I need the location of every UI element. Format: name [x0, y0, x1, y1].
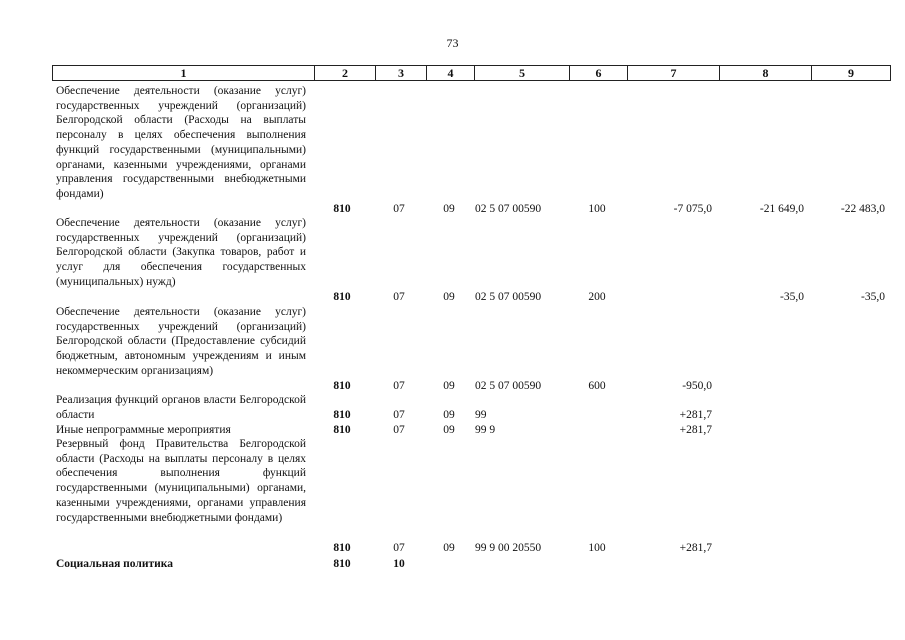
cell-col-7: +281,7 — [679, 424, 712, 436]
cell-col-3: 07 — [393, 424, 405, 436]
cell-col-5: 99 — [475, 409, 487, 421]
cell-col-7: -7 075,0 — [673, 203, 712, 215]
row-description: Социальная политика — [56, 558, 173, 570]
cell-col-4: 09 — [443, 542, 455, 554]
cell-col-5: 02 5 07 00590 — [475, 380, 542, 392]
cell-col-4: 09 — [443, 424, 455, 436]
cell-col-2: 810 — [333, 291, 351, 303]
header-col-4: 4 — [426, 66, 474, 80]
row-description: Обеспечение деятельности (оказание услуг) государственных учреждений (организаций) Белгородской области (Расходы на выплаты персоналу в целях обеспечения выполнения функций государственными (муниципальными) органами, казенными учреждениями, органами управления государственными внебюджетными фондами) — [56, 85, 306, 200]
cell-col-9: -22 483,0 — [840, 203, 885, 215]
header-col-8: 8 — [719, 66, 811, 80]
header-col-2: 2 — [314, 66, 375, 80]
cell-col-6: 100 — [588, 542, 606, 554]
cell-col-3: 07 — [393, 291, 405, 303]
cell-col-8: -35,0 — [780, 291, 804, 303]
header-col-5: 5 — [474, 66, 569, 80]
header-col-3: 3 — [375, 66, 426, 80]
cell-col-7: -950,0 — [682, 380, 712, 392]
table-header — [52, 65, 891, 81]
page-number: 73 — [446, 36, 459, 50]
cell-col-5: 99 9 00 20550 — [475, 542, 542, 554]
cell-col-5: 99 9 — [475, 424, 496, 436]
cell-col-3: 07 — [393, 542, 405, 554]
cell-col-3: 07 — [393, 409, 405, 421]
cell-col-8: -21 649,0 — [759, 203, 804, 215]
cell-col-3: 07 — [393, 203, 405, 215]
cell-col-5: 02 5 07 00590 — [475, 203, 542, 215]
cell-col-3: 10 — [393, 558, 405, 570]
header-col-7: 7 — [627, 66, 719, 80]
cell-col-6: 100 — [588, 203, 606, 215]
cell-col-2: 810 — [333, 409, 351, 421]
cell-col-2: 810 — [333, 380, 351, 392]
cell-col-9: -35,0 — [861, 291, 885, 303]
cell-col-4: 09 — [443, 380, 455, 392]
cell-col-2: 810 — [333, 542, 351, 554]
cell-col-7: +281,7 — [679, 409, 712, 421]
cell-col-3: 07 — [393, 380, 405, 392]
header-col-1: 1 — [180, 66, 187, 80]
row-description: Обеспечение деятельности (оказание услуг) государственных учреждений (организаций) Белгородской области (Закупка товаров, работ и услуг для обеспечения государственных (муниципальных) нужд) — [56, 217, 306, 288]
row-description: Реализация функций органов власти Белгородской области — [56, 394, 306, 421]
cell-col-6: 600 — [588, 380, 606, 392]
cell-col-2: 810 — [333, 424, 351, 436]
row-description: Резервный фонд Правительства Белгородской области (Расходы на выплаты персоналу в целях обеспечения выполнения функций государственными (муниципальными) органами, казенными учреждениями, органами управления государственными внебюджетными фондами) — [56, 438, 306, 524]
cell-col-5: 02 5 07 00590 — [475, 291, 542, 303]
cell-col-2: 810 — [333, 203, 351, 215]
header-col-9: 9 — [811, 66, 890, 80]
cell-col-2: 810 — [333, 558, 351, 570]
header-col-6: 6 — [569, 66, 627, 80]
cell-col-6: 200 — [588, 291, 606, 303]
cell-col-7: +281,7 — [679, 542, 712, 554]
cell-col-4: 09 — [443, 409, 455, 421]
row-description: Обеспечение деятельности (оказание услуг) государственных учреждений (организаций) Белгородской области (Предоставление субсидий бюджетным, автономным учреждениям и иным некоммерческим организациям) — [56, 306, 306, 377]
cell-col-4: 09 — [443, 203, 455, 215]
cell-col-4: 09 — [443, 291, 455, 303]
row-description: Иные непрограммные мероприятия — [56, 424, 231, 436]
